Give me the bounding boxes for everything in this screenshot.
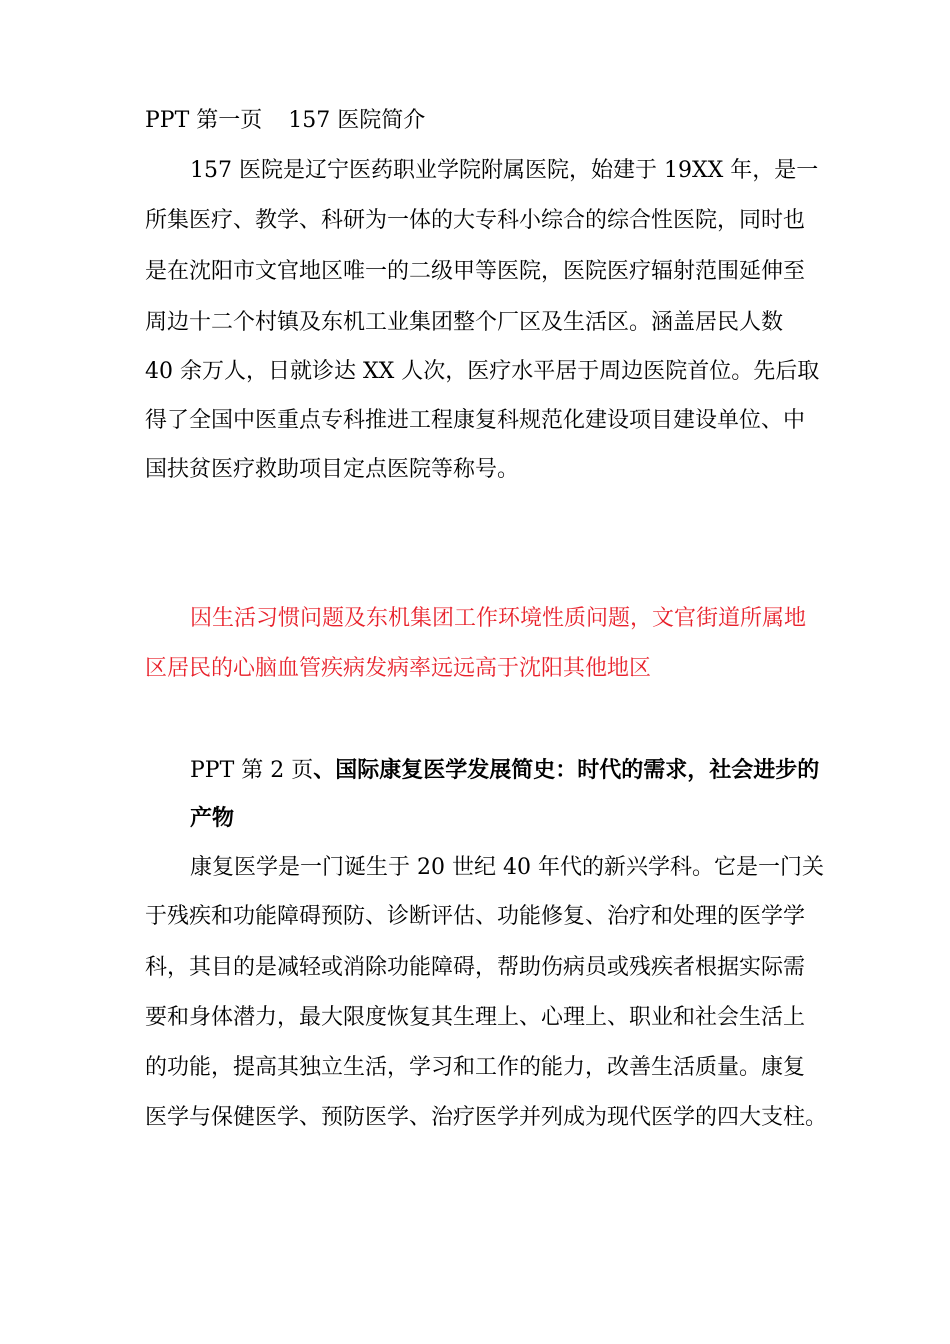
section2-heading-title: 、国际康复医学发展简史：时代的需求，社会进步的 <box>313 757 820 783</box>
paragraph-line: 是在沈阳市文官地区唯一的二级甲等医院，医院医疗辐射范围延伸至 <box>145 259 806 284</box>
section1-heading <box>145 106 825 136</box>
highlight-line: 因生活习惯问题及东机集团工作环境性质问题，文官街道所属地 <box>190 606 807 631</box>
paragraph-line: 医学与保健医学、预防医学、治疗医学并列成为现代医学的四大支柱。 <box>145 1105 828 1130</box>
section2-heading-continuation: 产物 <box>190 805 235 831</box>
section2-heading-prefix: PPT 第 2 页 <box>190 758 314 783</box>
highlight-line: 区居民的心脑血管疾病发病率远远高于沈阳其他地区 <box>145 656 652 681</box>
paragraph-line: 得了全国中医重点专科推进工程康复科规范化建设项目建设单位、中 <box>145 408 806 433</box>
paragraph-line: 康复医学是一门诞生于 20 世纪 40 年代的新兴学科。它是一门关 <box>190 855 824 880</box>
section1-heading-title: 157 医院简介 <box>288 108 426 133</box>
paragraph-line: 国扶贫医疗救助项目定点医院等称号。 <box>145 457 520 482</box>
section1-heading-prefix: PPT 第一页 <box>145 108 263 133</box>
paragraph-line: 所集医疗、教学、科研为一体的大专科小综合的综合性医院，同时也 <box>145 208 806 233</box>
paragraph-line: 40 余万人，日就诊达 XX 人次，医疗水平居于周边医院首位。先后取 <box>145 359 820 384</box>
paragraph-line: 的功能，提高其独立生活，学习和工作的能力，改善生活质量。康复 <box>145 1055 806 1080</box>
paragraph-line: 157 医院是辽宁医药职业学院附属医院，始建于 19XX 年，是一 <box>190 158 819 183</box>
paragraph-line: 于残疾和功能障碍预防、诊断评估、功能修复、治疗和处理的医学学 <box>145 904 806 929</box>
paragraph-line: 要和身体潜力，最大限度恢复其生理上、心理上、职业和社会生活上 <box>145 1005 806 1030</box>
paragraph-line: 科，其目的是减轻或消除功能障碍，帮助伤病员或残疾者根据实际需 <box>145 955 806 980</box>
paragraph-line: 周边十二个村镇及东机工业集团整个厂区及生活区。涵盖居民人数 <box>145 310 784 335</box>
section2-heading <box>190 755 825 786</box>
